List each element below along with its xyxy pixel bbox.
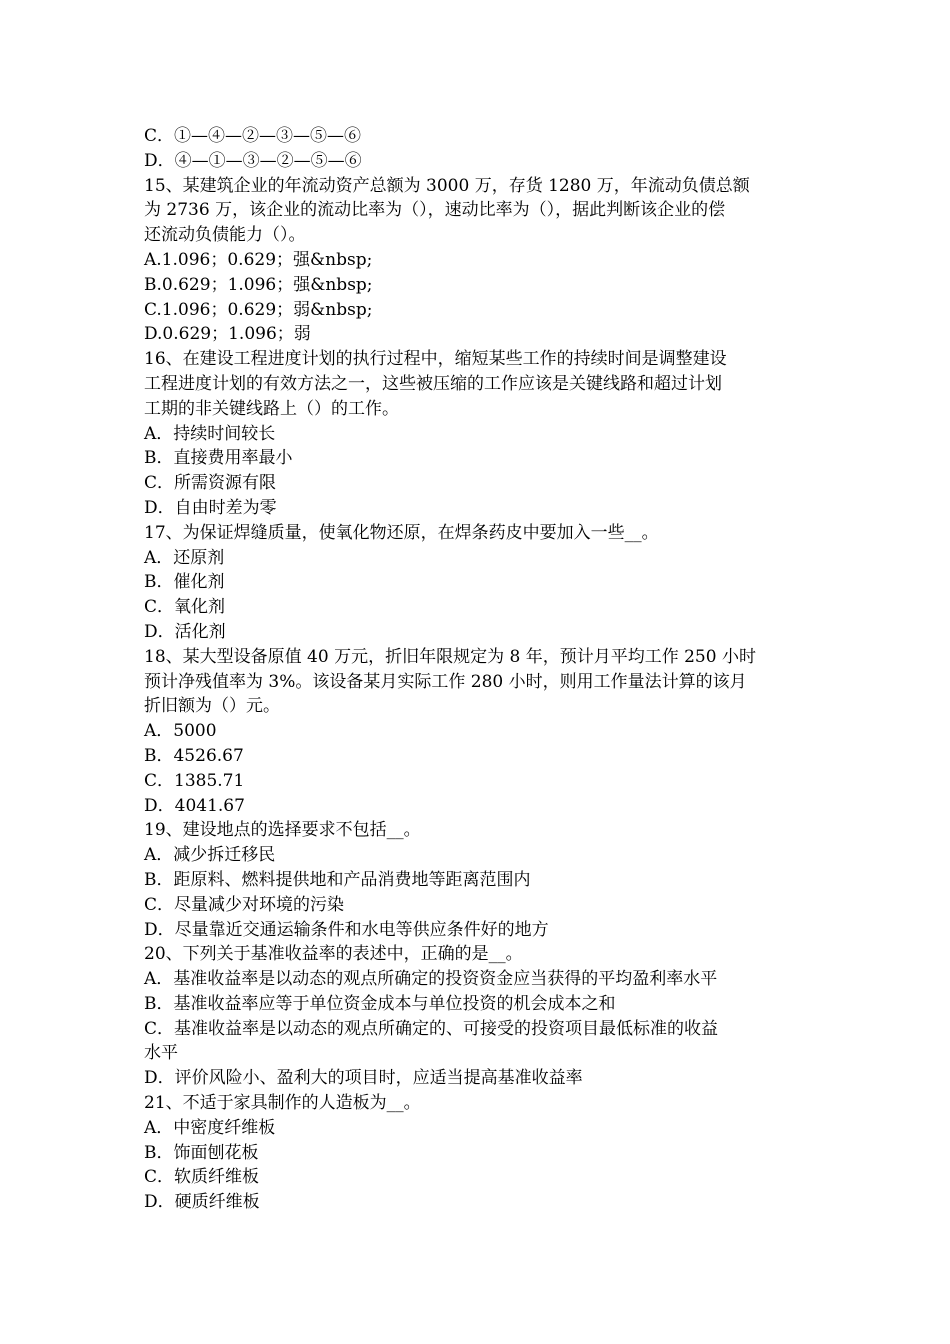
option-line: D．硬质纤维板 xyxy=(144,1192,260,1213)
option-line: C．尽量减少对环境的污染 xyxy=(144,894,345,915)
option-line: B．饰面刨花板 xyxy=(144,1142,259,1163)
question-19-text: 19、建设地点的选择要求不包括__。 xyxy=(144,820,421,841)
option-line: D．评价风险小、盈利大的项目时，应适当提高基准收益率 xyxy=(144,1068,583,1089)
option-line: B.0.629；1.096；强&nbsp; xyxy=(144,274,373,295)
option-line: C．①—④—②—③—⑤—⑥ xyxy=(144,126,362,146)
option-line: C．所需资源有限 xyxy=(144,473,277,494)
option-line: B．距原料、燃料提供地和产品消费地等距离范围内 xyxy=(144,869,531,890)
option-line: B．直接费用率最小 xyxy=(144,448,293,469)
option-line: D.0.629；1.096；弱 xyxy=(144,324,311,345)
option-line: D．活化剂 xyxy=(144,621,226,642)
option-line: A．中密度纤维板 xyxy=(144,1117,276,1138)
question-16-text: 工期的非关键线路上（）的工作。 xyxy=(144,398,399,419)
question-15-text: 还流动负债能力（）。 xyxy=(144,225,306,246)
option-line: D．4041.67 xyxy=(144,795,245,816)
option-line: 水平 xyxy=(144,1043,178,1064)
option-line: A．5000 xyxy=(144,721,217,742)
question-18-text: 18、某大型设备原值 40 万元，折旧年限规定为 8 年，预计月平均工作 250 小时 xyxy=(144,646,756,667)
document-body xyxy=(144,124,810,1215)
option-line: B．基准收益率应等于单位资金成本与单位投资的机会成本之和 xyxy=(144,993,616,1014)
option-line: C．基准收益率是以动态的观点所确定的、可接受的投资项目最低标准的收益 xyxy=(144,1018,719,1039)
question-17-text: 17、为保证焊缝质量，使氧化物还原，在焊条药皮中要加入一些__。 xyxy=(144,522,659,543)
option-line: A.1.096；0.629；强&nbsp; xyxy=(144,249,373,270)
question-18-text: 预计净残值率为 3%。该设备某月实际工作 280 小时，则用工作量法计算的该月 xyxy=(144,671,747,692)
option-line: C．1385.71 xyxy=(144,770,245,791)
question-18-text: 折旧额为（）元。 xyxy=(144,696,280,717)
question-15-text: 15、某建筑企业的年流动资产总额为 3000 万，存货 1280 万，年流动负债总额 xyxy=(144,175,750,196)
option-line: A．减少拆迁移民 xyxy=(144,845,276,866)
option-line: C．氧化剂 xyxy=(144,597,226,618)
question-21-text: 21、不适于家具制作的人造板为__。 xyxy=(144,1093,421,1114)
option-line: D．自由时差为零 xyxy=(144,497,277,518)
option-line: D．④—①—③—②—⑤—⑥ xyxy=(144,150,362,171)
question-15-text: 为 2736 万，该企业的流动比率为（），速动比率为（），据此判断该企业的偿 xyxy=(144,200,726,221)
option-line: C.1.096；0.629；弱&nbsp; xyxy=(144,299,373,320)
option-line: B．4526.67 xyxy=(144,745,244,766)
option-line: B．催化剂 xyxy=(144,572,225,593)
option-line: A．还原剂 xyxy=(144,547,225,568)
option-line: A．持续时间较长 xyxy=(144,423,276,444)
question-16-text: 16、在建设工程进度计划的执行过程中，缩短某些工作的持续时间是调整建设 xyxy=(144,349,727,370)
option-line: A．基准收益率是以动态的观点所确定的投资资金应当获得的平均盈利率水平 xyxy=(144,969,718,990)
option-line: C．软质纤维板 xyxy=(144,1167,260,1188)
question-20-text: 20、下列关于基准收益率的表述中，正确的是__。 xyxy=(144,944,523,965)
question-16-text: 工程进度计划的有效方法之一，这些被压缩的工作应该是关键线路和超过计划 xyxy=(144,373,722,394)
option-line: D．尽量靠近交通运输条件和水电等供应条件好的地方 xyxy=(144,919,549,940)
